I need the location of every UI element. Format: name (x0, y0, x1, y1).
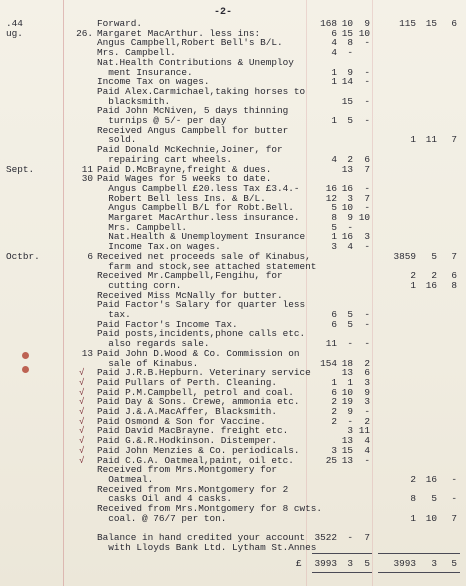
payment-shillings: 9 (347, 66, 353, 78)
payment-pounds: 168 (320, 18, 337, 29)
entry-description: Paid G.&.R.Hodkinson. Distemper. (97, 435, 278, 447)
payment-pence: 3 (364, 231, 370, 243)
payment-pence: 10 (358, 27, 370, 39)
payment-pence: 4 (364, 444, 370, 456)
receipts-total-shillings: 3 (431, 558, 437, 569)
payment-pence: 3 (364, 396, 370, 408)
payment-shillings: 13 (341, 163, 353, 175)
payment-pence: 3 (364, 376, 370, 388)
ledger-row (0, 542, 466, 554)
payment-shillings: 13 (341, 454, 353, 466)
entry-description: Received Miss McNally for butter. (97, 289, 283, 301)
receipt-pounds: 115 (399, 18, 416, 29)
entry-description: Received from Mrs.Montgomery for 8 cwts. (97, 503, 323, 514)
payment-pence: - (364, 454, 370, 466)
payment-shillings: - (347, 221, 353, 233)
entry-description: Paid Donald McKechnie,Joiner, for (97, 144, 283, 156)
payment-shillings: - (347, 47, 353, 59)
entry-description: Received from Mrs.Montgomery for 2 (97, 483, 289, 495)
check-mark: √ (79, 436, 85, 447)
entry-description: Paid C.G.A. Oatmeal,paint, oil etc. (97, 454, 294, 466)
payment-shillings: - (347, 338, 353, 350)
entry-description: Paid Factor's Income Tax. (97, 318, 238, 330)
payment-pence: - (364, 95, 370, 107)
entry-description: Robert Bell less Ins. & B/L. (97, 192, 266, 204)
entry-description: repairing cart wheels. (97, 153, 233, 165)
payment-shillings: 5 (347, 115, 353, 126)
receipts-double-rule (378, 572, 460, 573)
entry-description: Margaret MacArthur. less ins: (97, 27, 261, 39)
payment-shillings: 8 (347, 37, 353, 49)
payment-pounds: 1 (331, 66, 337, 78)
payment-pounds: 4 (331, 153, 337, 165)
payment-shillings: 16 (341, 182, 353, 194)
receipt-shillings: 15 (425, 18, 437, 29)
entry-description: coal. @ 76/7 per ton. (97, 512, 227, 524)
month-label: ug. (6, 27, 23, 39)
entry-description: Paid Wages for 5 weeks to date. (97, 173, 272, 185)
currency-symbol: £ (296, 558, 302, 569)
payment-shillings: 4 (347, 241, 353, 253)
payments-total-pounds: 3993 (314, 558, 337, 569)
payment-shillings: 9 (347, 406, 353, 417)
payment-pounds: 2 (331, 415, 337, 427)
entry-description: Paid John Menzies & Co. periodicals. (97, 444, 300, 456)
payment-pence: 7 (364, 532, 370, 544)
entry-description: Received Angus Campbell for butter (97, 124, 289, 136)
payment-shillings: 10 (341, 386, 353, 398)
payment-pence: 7 (364, 163, 370, 175)
receipt-shillings: 16 (425, 473, 437, 485)
entry-description: Paid Pullars of Perth. Cleaning. (97, 376, 278, 388)
entry-description: Income Tax on wages. (97, 76, 210, 88)
entry-description: with Lloyds Bank Ltd. Lytham St.Annes (97, 541, 317, 553)
entry-description: Mrs. Campbell. (97, 221, 188, 233)
receipt-pounds: 1 (410, 134, 416, 146)
payment-pounds: 16 (325, 182, 337, 194)
month-label: .44 (6, 18, 23, 29)
payment-pence: - (364, 182, 370, 194)
receipt-shillings: 5 (431, 493, 437, 505)
entry-description: Paid Factor's Salary for quarter less (97, 299, 306, 311)
receipt-shillings: 5 (431, 250, 437, 262)
day-label: 30 (81, 173, 93, 185)
receipt-pence: - (451, 493, 457, 505)
payments-double-rule (312, 572, 372, 573)
entry-description: sale of Kinabus. (97, 357, 199, 369)
check-mark: √ (79, 387, 85, 398)
payment-pence: - (364, 309, 370, 320)
entry-description: ment Insurance. (97, 66, 193, 78)
payments-total-shillings: 3 (347, 558, 353, 569)
payment-pence: 10 (358, 212, 370, 223)
entry-description: Paid D.McBrayne,freight & dues. (97, 163, 272, 175)
payment-pounds: 8 (331, 212, 337, 223)
payment-shillings: 9 (347, 212, 353, 223)
month-label: Sept. (6, 163, 35, 175)
receipt-pence: 7 (451, 512, 457, 524)
payment-pounds: 6 (331, 309, 337, 320)
entry-description: Received net proceeds sale of Kinabus, (97, 250, 311, 262)
entry-description: farm and stock,see attached statement (97, 260, 317, 272)
entry-description: Income Tax.on wages. (97, 241, 221, 253)
payments-total-rule (312, 553, 372, 554)
entry-description: Paid John D.Wood & Co. Commission on (97, 347, 300, 359)
payment-pence: - (364, 318, 370, 330)
check-mark: √ (79, 455, 85, 466)
payment-pounds: 11 (325, 338, 337, 350)
receipt-pounds: 3859 (393, 250, 416, 262)
totals-row (0, 558, 466, 570)
receipt-pounds: 2 (410, 473, 416, 485)
entry-description: casks Oil and 4 casks. (97, 493, 233, 505)
payment-pounds: 3522 (314, 532, 337, 544)
entry-description: Paid posts,incidents,phone calls etc. (97, 328, 306, 340)
payment-pence: 9 (364, 18, 370, 29)
payment-pounds: 25 (325, 454, 337, 466)
payment-pence: 9 (364, 386, 370, 398)
day-label: 11 (81, 163, 93, 175)
payment-pence: - (364, 115, 370, 126)
payment-pence: 6 (364, 367, 370, 379)
receipt-pence: - (451, 473, 457, 485)
payment-pence: 2 (364, 357, 370, 369)
payment-pounds: 5 (331, 202, 337, 214)
payment-shillings: 10 (341, 202, 353, 214)
payment-pence: 4 (364, 435, 370, 447)
payment-pounds: 3 (331, 444, 337, 456)
entry-description: turnips @ 5/- per day (97, 115, 227, 126)
check-mark: √ (79, 368, 85, 379)
receipt-pence: 6 (451, 270, 457, 282)
entry-description: Angus Campbell £20.less Tax £3.4.- (97, 182, 300, 194)
payment-shillings: 3 (347, 425, 353, 437)
payment-pounds: 4 (331, 37, 337, 49)
payment-shillings: 10 (341, 18, 353, 29)
payment-pounds: 1 (331, 376, 337, 388)
entry-description: also regards sale. (97, 338, 210, 350)
day-label: 13 (81, 347, 93, 359)
payment-pounds: 6 (331, 386, 337, 398)
payment-shillings: 19 (341, 396, 353, 408)
payment-pence: 2 (364, 415, 370, 427)
entry-description: Received from Mrs.Montgomery for (97, 464, 278, 476)
payment-pounds: 6 (331, 318, 337, 330)
entry-description: Nat.Health & Unemployment Insurance (97, 231, 306, 243)
payment-pence: - (364, 66, 370, 78)
payment-pounds: 6 (331, 27, 337, 39)
payment-shillings: 13 (341, 435, 353, 447)
payment-pounds: 3 (331, 241, 337, 253)
payments-total-pence: 5 (364, 558, 370, 569)
entry-description: blacksmith. (97, 95, 171, 107)
payment-pounds: 2 (331, 406, 337, 417)
payment-shillings: 3 (347, 192, 353, 204)
month-label: Octbr. (6, 250, 40, 262)
receipts-total-pence: 5 (451, 558, 457, 569)
receipt-shillings: 16 (425, 279, 437, 291)
page-number: -2- (214, 7, 233, 18)
payment-pence: 6 (364, 153, 370, 165)
entry-description: Paid Day & Sons. Crewe, ammonia etc. (97, 396, 300, 408)
payment-pounds: 1 (331, 76, 337, 88)
receipts-total-rule (378, 553, 460, 554)
check-mark: √ (79, 407, 85, 417)
receipt-pounds: 1 (410, 279, 416, 291)
entry-description: Paid Osmond & Son for Vaccine. (97, 415, 266, 427)
entry-description: Margaret MacArthur.less insurance. (97, 212, 300, 223)
check-mark: √ (79, 377, 85, 388)
entry-description: tax. (97, 309, 131, 320)
check-mark: √ (79, 416, 85, 427)
entry-description: Angus Campbell B/L for Robt.Bell. (97, 202, 294, 214)
payment-pounds: 5 (331, 221, 337, 233)
payment-pence: - (364, 76, 370, 88)
payment-pounds: 154 (320, 357, 337, 369)
payment-shillings: 1 (347, 376, 353, 388)
entry-description: cutting corn. (97, 279, 182, 291)
payment-pounds: 1 (331, 231, 337, 243)
receipt-pounds: 2 (410, 270, 416, 282)
check-mark: √ (79, 426, 85, 437)
payment-pence: 11 (358, 425, 370, 437)
payment-shillings: 13 (341, 367, 353, 379)
payment-shillings: 15 (341, 95, 353, 107)
payment-pence: - (364, 37, 370, 49)
payment-shillings: 5 (347, 318, 353, 330)
payment-pence: - (364, 202, 370, 214)
entry-description: Nat.Health Contributions & Unemploy (97, 56, 294, 68)
receipt-pence: 8 (451, 279, 457, 291)
payment-pence: - (364, 406, 370, 417)
entry-description: sold. (97, 134, 137, 146)
payment-shillings: 2 (347, 153, 353, 165)
payment-pounds: 2 (331, 396, 337, 408)
entry-description: Balance in hand credited your account (97, 532, 306, 544)
receipt-shillings: 10 (425, 512, 437, 524)
payment-shillings: - (347, 532, 353, 544)
check-mark: √ (79, 397, 85, 408)
check-mark: √ (79, 445, 85, 456)
receipt-pence: 6 (451, 18, 457, 29)
day-label: 26. (76, 27, 93, 39)
receipt-pounds: 1 (410, 512, 416, 524)
receipt-pounds: 8 (410, 493, 416, 505)
receipt-pence: 7 (451, 250, 457, 262)
entry-description: Forward. (97, 18, 143, 29)
payment-pounds: 1 (331, 115, 337, 126)
entry-description: Angus Campbell,Robert Bell's B/L. (97, 37, 283, 49)
entry-description: Paid John McNiven, 5 days thinning (97, 105, 289, 117)
receipt-pence: 7 (451, 134, 457, 146)
entry-description: Received Mr.Campbell,Fengihu, for (97, 270, 283, 282)
payment-shillings: 5 (347, 309, 353, 320)
receipt-shillings: 11 (425, 134, 437, 146)
payment-shillings: 15 (341, 27, 353, 39)
receipts-total-pounds: 3993 (393, 558, 416, 569)
payment-shillings: - (347, 415, 353, 427)
entry-description: Paid Alex.Carmichael,taking horses to (97, 85, 306, 97)
payment-pounds: 12 (325, 192, 337, 204)
entry-description: Paid P.M.Campbell, petrol and coal. (97, 386, 294, 398)
payment-pence: - (364, 338, 370, 350)
payment-shillings: 14 (341, 76, 353, 88)
entry-description: Oatmeal. (97, 473, 154, 485)
receipt-shillings: 2 (431, 270, 437, 282)
payment-pounds: 4 (331, 47, 337, 59)
payment-shillings: 16 (341, 231, 353, 243)
payment-shillings: 15 (341, 444, 353, 456)
payment-pence: - (364, 241, 370, 253)
day-label: 6 (87, 250, 93, 262)
entry-description: Paid J.&.A.MacAffer, Blacksmith. (97, 406, 278, 417)
payment-shillings: 18 (341, 357, 353, 369)
payment-pence: 7 (364, 192, 370, 204)
entry-description: Paid David MacBrayne. freight etc. (97, 425, 289, 437)
entry-description: Mrs. Campbell. (97, 47, 176, 59)
entry-description: Paid J.R.B.Hepburn. Veterinary service (97, 367, 311, 379)
